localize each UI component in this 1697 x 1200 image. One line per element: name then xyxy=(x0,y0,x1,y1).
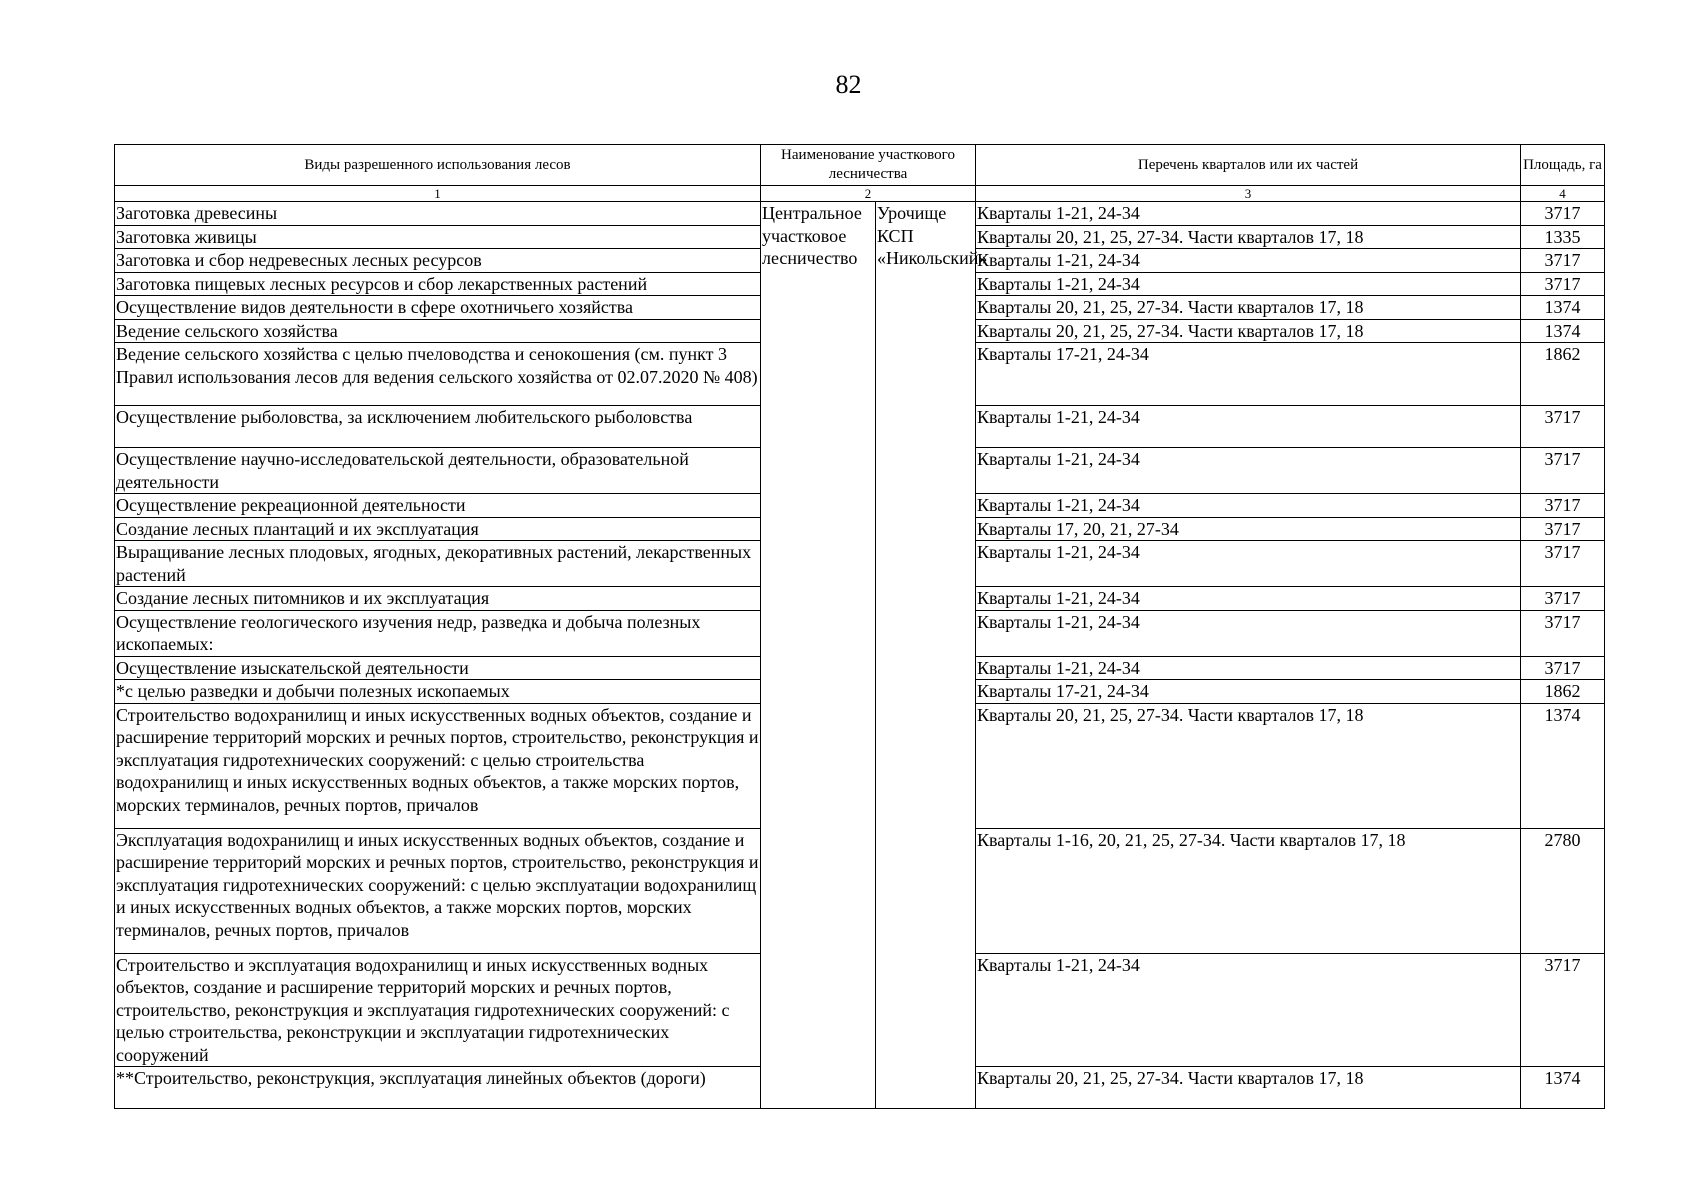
area-cell: 1374 xyxy=(1521,319,1605,343)
use-type-cell: *с целью разведки и добычи полезных ископаемых xyxy=(115,680,761,704)
quarters-cell: Кварталы 20, 21, 25, 27-34. Части кварталов 17, 18 xyxy=(976,703,1521,828)
column-numbers-row xyxy=(115,186,1605,202)
header-area: Площадь, га xyxy=(1521,145,1605,186)
use-type-cell: Заготовка живицы xyxy=(115,225,761,249)
column-number: 3 xyxy=(976,186,1521,202)
area-cell: 3717 xyxy=(1521,406,1605,448)
quarters-cell: Кварталы 1-16, 20, 21, 25, 27-34. Части кварталов 17, 18 xyxy=(976,828,1521,953)
forest-use-table xyxy=(114,144,1605,1109)
quarters-cell: Кварталы 1-21, 24-34 xyxy=(976,494,1521,518)
area-cell: 1374 xyxy=(1521,296,1605,320)
use-type-cell: Заготовка и сбор недревесных лесных ресурсов xyxy=(115,249,761,273)
area-cell: 3717 xyxy=(1521,587,1605,611)
use-type-cell: Осуществление видов деятельности в сфере охотничьего хозяйства xyxy=(115,296,761,320)
area-cell: 3717 xyxy=(1521,656,1605,680)
column-number: 4 xyxy=(1521,186,1605,202)
use-type-cell: Осуществление рыболовства, за исключением любительского рыболовства xyxy=(115,406,761,448)
use-type-cell: Создание лесных питомников и их эксплуатация xyxy=(115,587,761,611)
table-row xyxy=(115,202,1605,226)
area-cell: 3717 xyxy=(1521,610,1605,656)
use-type-cell: Выращивание лесных плодовых, ягодных, декоративных растений, лекарственных растений xyxy=(115,541,761,587)
area-cell: 3717 xyxy=(1521,541,1605,587)
table-header-row xyxy=(115,145,1605,186)
page-number: 82 xyxy=(835,70,862,99)
quarters-cell: Кварталы 1-21, 24-34 xyxy=(976,953,1521,1067)
area-cell: 2780 xyxy=(1521,828,1605,953)
use-type-cell: Ведение сельского хозяйства xyxy=(115,319,761,343)
quarters-cell: Кварталы 1-21, 24-34 xyxy=(976,656,1521,680)
area-cell: 1374 xyxy=(1521,1067,1605,1109)
area-cell: 1374 xyxy=(1521,703,1605,828)
quarters-cell: Кварталы 1-21, 24-34 xyxy=(976,541,1521,587)
quarters-cell: Кварталы 1-21, 24-34 xyxy=(976,448,1521,494)
area-cell: 1862 xyxy=(1521,343,1605,406)
area-cell: 3717 xyxy=(1521,494,1605,518)
quarters-cell: Кварталы 1-21, 24-34 xyxy=(976,406,1521,448)
quarters-cell: Кварталы 20, 21, 25, 27-34. Части кварталов 17, 18 xyxy=(976,1067,1521,1109)
quarters-cell: Кварталы 20, 21, 25, 27-34. Части кварталов 17, 18 xyxy=(976,225,1521,249)
quarters-cell: Кварталы 20, 21, 25, 27-34. Части кварталов 17, 18 xyxy=(976,319,1521,343)
quarters-cell: Кварталы 20, 21, 25, 27-34. Части кварталов 17, 18 xyxy=(976,296,1521,320)
area-cell: 3717 xyxy=(1521,272,1605,296)
use-type-cell: Осуществление научно-исследовательской деятельности, образовательной деятельности xyxy=(115,448,761,494)
area-cell: 3717 xyxy=(1521,249,1605,273)
use-type-cell: Осуществление рекреационной деятельности xyxy=(115,494,761,518)
use-type-cell: Осуществление геологического изучения недр, разведка и добыча полезных ископаемых: xyxy=(115,610,761,656)
quarters-cell: Кварталы 1-21, 24-34 xyxy=(976,610,1521,656)
header-use-type: Виды разрешенного использования лесов xyxy=(115,145,761,186)
area-cell: 3717 xyxy=(1521,448,1605,494)
area-cell: 1862 xyxy=(1521,680,1605,704)
column-number: 2 xyxy=(761,186,976,202)
quarters-cell: Кварталы 17, 20, 21, 27-34 xyxy=(976,517,1521,541)
quarters-cell: Кварталы 1-21, 24-34 xyxy=(976,249,1521,273)
area-cell: 3717 xyxy=(1521,202,1605,226)
quarters-cell: Кварталы 17-21, 24-34 xyxy=(976,343,1521,406)
use-type-cell: Осуществление изыскательской деятельности xyxy=(115,656,761,680)
quarters-cell: Кварталы 17-21, 24-34 xyxy=(976,680,1521,704)
use-type-cell: Строительство водохранилищ и иных искусственных водных объектов, создание и расширение территорий морских и речных портов, строительство, реконструкция и эксплуатация гидротехнических сооружений: с целью строительства водохранилищ и иных искусственных водных объектов, а также морских портов, морских терминалов, речных портов, причалов xyxy=(115,703,761,828)
area-cell: 3717 xyxy=(1521,953,1605,1067)
use-type-cell: Создание лесных плантаций и их эксплуатация xyxy=(115,517,761,541)
use-type-cell: Заготовка древесины xyxy=(115,202,761,226)
use-type-cell: **Строительство, реконструкция, эксплуатация линейных объектов (дороги) xyxy=(115,1067,761,1109)
use-type-cell: Строительство и эксплуатация водохранилищ и иных искусственных водных объектов, создание и расширение территорий морских и речных портов, строительство, реконструкция и эксплуатация гидротехнических сооружений: с целью строительства, реконструкции и эксплуатации гидротехнических сооружений xyxy=(115,953,761,1067)
column-number: 1 xyxy=(115,186,761,202)
header-quarters-list: Перечень кварталов или их частей xyxy=(976,145,1521,186)
area-cell: 3717 xyxy=(1521,517,1605,541)
area-cell: 1335 xyxy=(1521,225,1605,249)
quarters-cell: Кварталы 1-21, 24-34 xyxy=(976,587,1521,611)
use-type-cell: Заготовка пищевых лесных ресурсов и сбор лекарственных растений xyxy=(115,272,761,296)
quarters-cell: Кварталы 1-21, 24-34 xyxy=(976,202,1521,226)
quarters-cell: Кварталы 1-21, 24-34 xyxy=(976,272,1521,296)
tract-cell: Урочище КСП «Никольский» xyxy=(876,202,976,1109)
forestry-district-cell: Центральное участковое лесничество xyxy=(761,202,876,1109)
header-forestry-name: Наименование участкового лесничества xyxy=(761,145,976,186)
use-type-cell: Ведение сельского хозяйства с целью пчеловодства и сенокошения (см. пункт 3 Правил использования лесов для ведения сельского хозяйства от 02.07.2020 № 408) xyxy=(115,343,761,406)
use-type-cell: Эксплуатация водохранилищ и иных искусственных водных объектов, создание и расширение территорий морских и речных портов, строительство, реконструкция и эксплуатация гидротехнических сооружений: с целью эксплуатации водохранилищ и иных искусственных водных объектов, а также морских портов, морских терминалов, речных портов, причалов xyxy=(115,828,761,953)
